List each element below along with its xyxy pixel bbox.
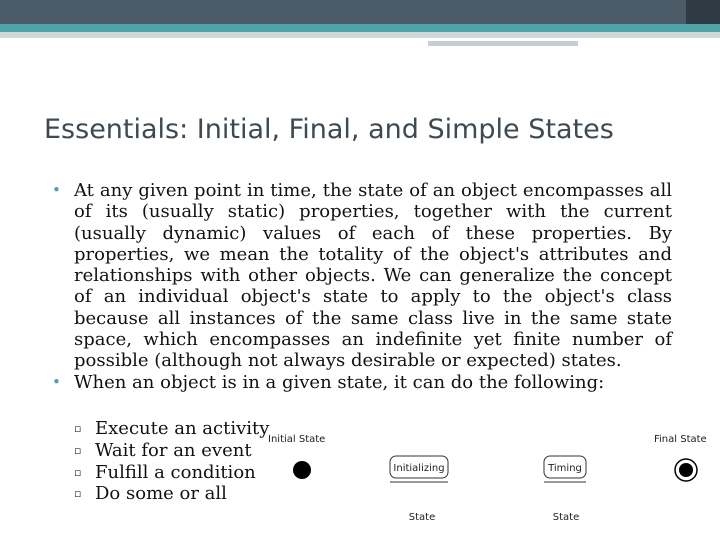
header-band [0, 0, 720, 24]
header-band-corner [686, 0, 720, 24]
square-bullet-icon: ▫ [74, 422, 82, 435]
bullet-item [52, 180, 672, 372]
bullet-text: At any given point in time, the state of an object encompasses all of its (usually static) properties, together with the current (usually dynamic) values of each of these properties. By properties, we mean the totality of the object's attributes and relationships with other objects. We can generalize the concept of an individual object's state to apply to the object's class because all instances of the same class live in the same state space, which encompasses an indefinite yet finite number of possible (although not always desirable or expected) states. [74, 180, 672, 372]
state-diagram [264, 424, 714, 524]
sub-bullet-text: Do some or all [95, 483, 227, 505]
header-stripe-white [0, 38, 720, 41]
final-state-label: Final State [654, 434, 707, 445]
bullet-list [52, 180, 672, 393]
sub-bullet-list [74, 418, 274, 505]
header-stripe-gray [428, 41, 578, 46]
final-state-dot [679, 463, 693, 477]
sub-bullet-item [74, 440, 274, 462]
bullet-dot-icon: • [52, 372, 61, 391]
header-stripe-teal [0, 24, 720, 32]
sub-bullet-item [74, 418, 274, 440]
state-name-initializing: Initializing [393, 463, 445, 474]
initial-state-dot [293, 461, 311, 479]
state-caption-1: State [408, 512, 436, 523]
bullet-text: When an object is in a given state, it can do the following: [74, 371, 605, 393]
sub-bullet-item [74, 462, 274, 484]
sub-bullet-text: Fulfill a condition [95, 461, 256, 483]
square-bullet-icon: ▫ [74, 465, 82, 479]
initial-state-label: Initial State [268, 434, 326, 445]
bullet-dot-icon: • [52, 181, 61, 199]
square-bullet-icon: ▫ [74, 443, 82, 457]
bullet-item [52, 372, 672, 393]
sub-bullet-item [74, 483, 274, 505]
state-name-timing: Timing [548, 463, 582, 474]
state-caption-2: State [552, 512, 580, 523]
slide-title: Essentials: Initial, Final, and Simple States [44, 114, 614, 145]
square-bullet-icon: ▫ [74, 487, 82, 501]
sub-bullet-text: Wait for an event [95, 439, 252, 461]
sub-bullet-text: Execute an activity [95, 418, 270, 439]
